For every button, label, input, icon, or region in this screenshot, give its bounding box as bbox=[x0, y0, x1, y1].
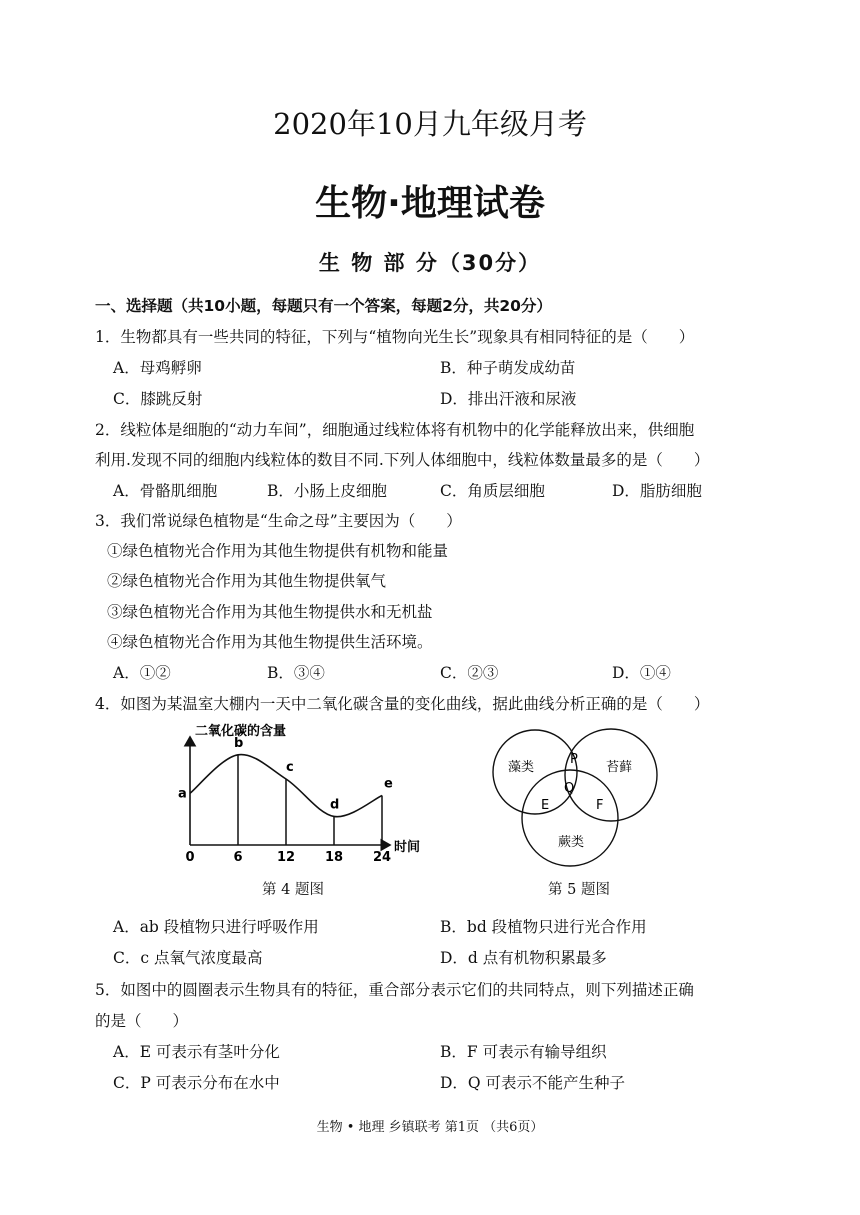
question-4-stem: 4．如图为某温室大棚内一天中二氧化碳含量的变化曲线，据此曲线分析正确的是（ ） bbox=[95, 695, 710, 713]
question-3-statement-3: ③绿色植物光合作用为其他生物提供水和无机盐 bbox=[107, 603, 433, 621]
point-label-a: a bbox=[178, 786, 187, 802]
exam-title: 2020年10月九年级月考 bbox=[273, 107, 587, 141]
point-label-d: d bbox=[330, 797, 340, 813]
question-2-option-b: B．小肠上皮细胞 bbox=[267, 482, 387, 500]
venn-circle-moss bbox=[565, 729, 657, 821]
question-3-option-b: B．③④ bbox=[267, 664, 325, 682]
question-3-option-a: A．①② bbox=[113, 664, 171, 682]
question-1-option-c: C．膝跳反射 bbox=[113, 390, 203, 408]
venn-region-e: E bbox=[541, 798, 550, 813]
question-2-option-c: C．角质层细胞 bbox=[440, 482, 545, 500]
question-3-stem: 3．我们常说绿色植物是“生命之母”主要因为（ ） bbox=[95, 512, 462, 530]
question-1-option-b: B．种子萌发成幼苗 bbox=[440, 359, 576, 377]
chart-y-axis-label: 二氧化碳的含量 bbox=[195, 724, 287, 739]
question-1-stem: 1．生物都具有一些共同的特征，下列与“植物向光生长”现象具有相同特征的是（ ） bbox=[95, 328, 695, 346]
venn-label-algae: 藻类 bbox=[508, 760, 535, 775]
page-footer: 生物 • 地理 乡镇联考 第1页 （共6页） bbox=[316, 1120, 544, 1135]
figure-4-caption: 第 4 题图 bbox=[262, 882, 324, 898]
question-5-stem-line2: 的是（ ） bbox=[95, 1012, 189, 1030]
question-4-option-d: D．d 点有机物积累最多 bbox=[440, 949, 607, 967]
question-2-stem-line1: 2．线粒体是细胞的“动力车间”，细胞通过线粒体将有机物中的化学能释放出来，供细胞 bbox=[95, 421, 695, 439]
question-4-option-b: B．bd 段植物只进行光合作用 bbox=[440, 918, 647, 936]
question-5-option-d: D．Q 可表示不能产生种子 bbox=[440, 1074, 626, 1092]
section-heading: 一、选择题（共10小题，每题只有一个答案，每题2分，共20分） bbox=[95, 297, 552, 315]
figure-5-caption: 第 5 题图 bbox=[548, 882, 610, 898]
point-label-e: e bbox=[384, 776, 393, 792]
x-tick-12: 12 bbox=[276, 850, 296, 865]
question-5-option-c: C．P 可表示分布在水中 bbox=[113, 1074, 280, 1092]
x-tick-6: 6 bbox=[233, 850, 243, 865]
venn-region-q: Q bbox=[564, 781, 575, 796]
question-2-stem-line2: 利用.发现不同的细胞内线粒体的数目不同.下列人体细胞中，线粒体数量最多的是（ ） bbox=[95, 451, 710, 469]
question-4-option-a: A．ab 段植物只进行呼吸作用 bbox=[113, 918, 319, 936]
venn-region-f: F bbox=[596, 798, 604, 813]
part-title: 生 物 部 分（30分） bbox=[318, 251, 542, 275]
venn-label-fern: 蕨类 bbox=[558, 835, 585, 850]
chart-x-axis-label: 时间 bbox=[394, 840, 421, 855]
point-label-b: b bbox=[234, 735, 244, 751]
question-2-option-a: A．骨骼肌细胞 bbox=[113, 482, 218, 500]
figure-4-chart bbox=[165, 715, 445, 865]
question-2-option-d: D．脂肪细胞 bbox=[612, 482, 702, 500]
question-3-statement-4: ④绿色植物光合作用为其他生物提供生活环境。 bbox=[107, 633, 433, 651]
figure-5-venn bbox=[485, 720, 670, 870]
question-3-statement-2: ②绿色植物光合作用为其他生物提供氧气 bbox=[107, 572, 387, 590]
question-3-option-c: C．②③ bbox=[440, 664, 499, 682]
x-tick-18: 18 bbox=[324, 850, 344, 865]
question-3-statement-1: ①绿色植物光合作用为其他生物提供有机物和能量 bbox=[107, 542, 449, 560]
question-1-option-d: D．排出汗液和尿液 bbox=[440, 390, 577, 408]
x-tick-0: 0 bbox=[185, 850, 195, 865]
question-1-option-a: A．母鸡孵卵 bbox=[113, 359, 202, 377]
x-tick-24: 24 bbox=[372, 850, 392, 865]
point-label-c: c bbox=[286, 760, 294, 775]
question-5-option-a: A．E 可表示有茎叶分化 bbox=[113, 1043, 280, 1061]
venn-label-moss: 苔藓 bbox=[606, 760, 633, 775]
venn-region-p: P bbox=[570, 752, 578, 767]
paper-title: 生物·地理试卷 bbox=[315, 183, 545, 224]
question-3-option-d: D．①④ bbox=[612, 664, 671, 682]
question-5-stem-line1: 5．如图中的圆圈表示生物具有的特征，重合部分表示它们的共同特点，则下列描述正确 bbox=[95, 981, 694, 999]
question-5-option-b: B．F 可表示有输导组织 bbox=[440, 1043, 607, 1061]
question-4-option-c: C．c 点氧气浓度最高 bbox=[113, 949, 263, 967]
